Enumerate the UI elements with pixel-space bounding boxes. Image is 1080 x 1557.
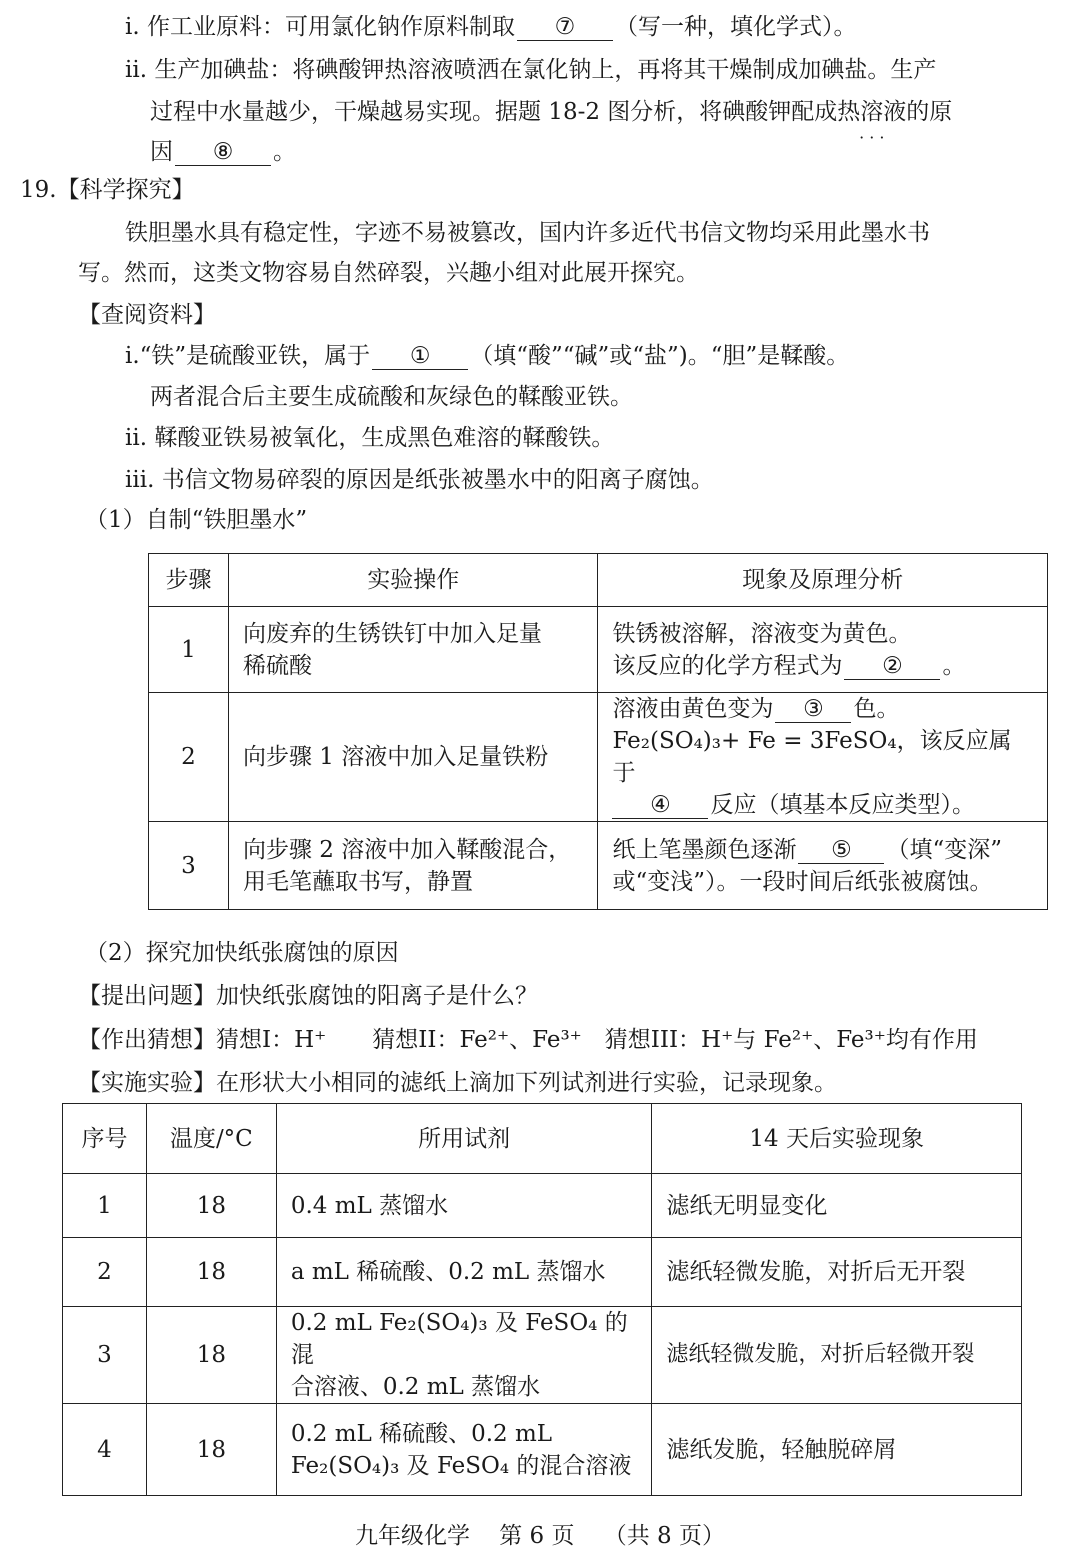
table-row [63,1174,1022,1238]
table-row [63,1404,1022,1496]
exp-temperature: 18 [146,1174,276,1238]
table2-header-reagent: 所用试剂 [276,1104,652,1174]
exp-number: 4 [63,1404,147,1496]
exp-number: 3 [63,1307,147,1404]
item-ii-line3: 因 ⑧ 。 [150,139,296,165]
ref-i-line2: 两者混合后主要生成硫酸和灰绿色的鞣酸亚铁。 [150,384,633,410]
step-analysis: 纸上笔墨颜色逐渐 ⑤ （填“变深” 或“变浅”）。一段时间后纸张被腐蚀。 [598,822,1048,910]
part2-title: （2）探究加快纸张腐蚀的原因 [85,940,399,966]
table-row [149,693,1048,822]
step-operation: 向废弃的生锈铁钉中加入足量 稀硫酸 [228,607,598,693]
exp-reagent: a mL 稀硫酸、0.2 mL 蒸馏水 [276,1238,652,1307]
exp-number: 1 [63,1174,147,1238]
emphasis-dotted-text: 热溶液 · · · [837,99,906,125]
blank-3: ③ [775,696,851,723]
table1-header-analysis: 现象及原理分析 [598,554,1048,607]
table1-header-step: 步骤 [149,554,229,607]
step-number: 2 [149,693,229,822]
q19-heading: 19.【科学探究】 [20,177,195,203]
table-row [63,1238,1022,1307]
table2-header-observation: 14 天后实验现象 [652,1104,1022,1174]
exp-number: 2 [63,1238,147,1307]
part1-title: （1）自制“铁胆墨水” [85,507,308,533]
step-operation: 向步骤 1 溶液中加入足量铁粉 [228,693,598,822]
exp-observation: 滤纸轻微发脆，对折后轻微开裂 [652,1307,1022,1404]
exp-temperature: 18 [146,1307,276,1404]
table-row [149,607,1048,693]
exp-temperature: 18 [146,1238,276,1307]
table1-header-row [149,554,1048,607]
table-row [63,1307,1022,1404]
exp-reagent: 0.2 mL Fe₂(SO₄)₃ 及 FeSO₄ 的混 合溶液、0.2 mL 蒸馏水 [276,1307,652,1404]
item-ii-line1: ii. 生产加碘盐：将碘酸钾热溶液喷洒在氯化钠上，再将其干燥制成加碘盐。生产 [125,57,937,83]
part2-question: 【提出问题】加快纸张腐蚀的阳离子是什么？ [78,983,538,1009]
blank-4: ④ [612,792,708,819]
step-analysis: 溶液由黄色变为 ③ 色。 Fe₂(SO₄)₃+ Fe = 3FeSO₄，该反应属于 ④ 反应（填基本反应类型）。 [598,693,1048,822]
step-operation: 向步骤 2 溶液中加入鞣酸混合， 用毛笔蘸取书写，静置 [228,822,598,910]
ref-iii: iii. 书信文物易碎裂的原因是纸张被墨水中的阳离子腐蚀。 [125,467,714,493]
blank-8: ⑧ [175,139,271,166]
ref-i: i.“铁”是硫酸亚铁，属于 ① （填“酸”“碱”或“盐”)。“胆”是鞣酸。 [125,343,850,369]
blank-5: ⑤ [798,837,884,864]
blank-2: ② [844,653,940,680]
table2-header-row [63,1104,1022,1174]
table2-header-temp: 温度/°C [146,1104,276,1174]
item-ii-line2: 过程中水量越少，干燥越易实现。据题 18-2 图分析，将碘酸钾配成热溶液 · · ·的原 [150,97,952,127]
table-ink-steps [148,553,1048,910]
exp-reagent: 0.4 mL 蒸馏水 [276,1174,652,1238]
item-i: i. 作工业原料：可用氯化钠作原料制取 ⑦ （写一种，填化学式）。 [125,14,857,40]
part2-hypothesis: 【作出猜想】猜想I：H⁺ 猜想II：Fe²⁺、Fe³⁺ 猜想III：H⁺与 Fe²⁺、Fe³⁺均有作用 [78,1027,978,1053]
table-experiments [62,1103,1022,1496]
exp-observation: 滤纸无明显变化 [652,1174,1022,1238]
table1-header-operation: 实验操作 [228,554,598,607]
blank-1: ① [372,343,468,370]
part2-experiment: 【实施实验】在形状大小相同的滤纸上滴加下列试剂进行实验，记录现象。 [78,1070,837,1096]
exp-observation: 滤纸轻微发脆，对折后无开裂 [652,1238,1022,1307]
table-row [149,822,1048,910]
exp-observation: 滤纸发脆，轻触脱碎屑 [652,1404,1022,1496]
table2-header-no: 序号 [63,1104,147,1174]
q19-para-line2: 写。然而，这类文物容易自然碎裂，兴趣小组对此展开探究。 [78,260,699,286]
exp-temperature: 18 [146,1404,276,1496]
page-footer: 九年级化学 第 6 页 （共 8 页） [355,1523,725,1549]
ref-heading: 【查阅资料】 [78,302,216,328]
step-number: 1 [149,607,229,693]
exp-reagent: 0.2 mL 稀硫酸、0.2 mL Fe₂(SO₄)₃ 及 FeSO₄ 的混合溶液 [276,1404,652,1496]
blank-7: ⑦ [517,14,613,41]
step-analysis: 铁锈被溶解，溶液变为黄色。 该反应的化学方程式为 ② 。 [598,607,1048,693]
step-number: 3 [149,822,229,910]
q19-para-line1: 铁胆墨水具有稳定性，字迹不易被篡改，国内许多近代书信文物均采用此墨水书 [125,220,930,246]
ref-ii: ii. 鞣酸亚铁易被氧化，生成黑色难溶的鞣酸铁。 [125,425,615,451]
